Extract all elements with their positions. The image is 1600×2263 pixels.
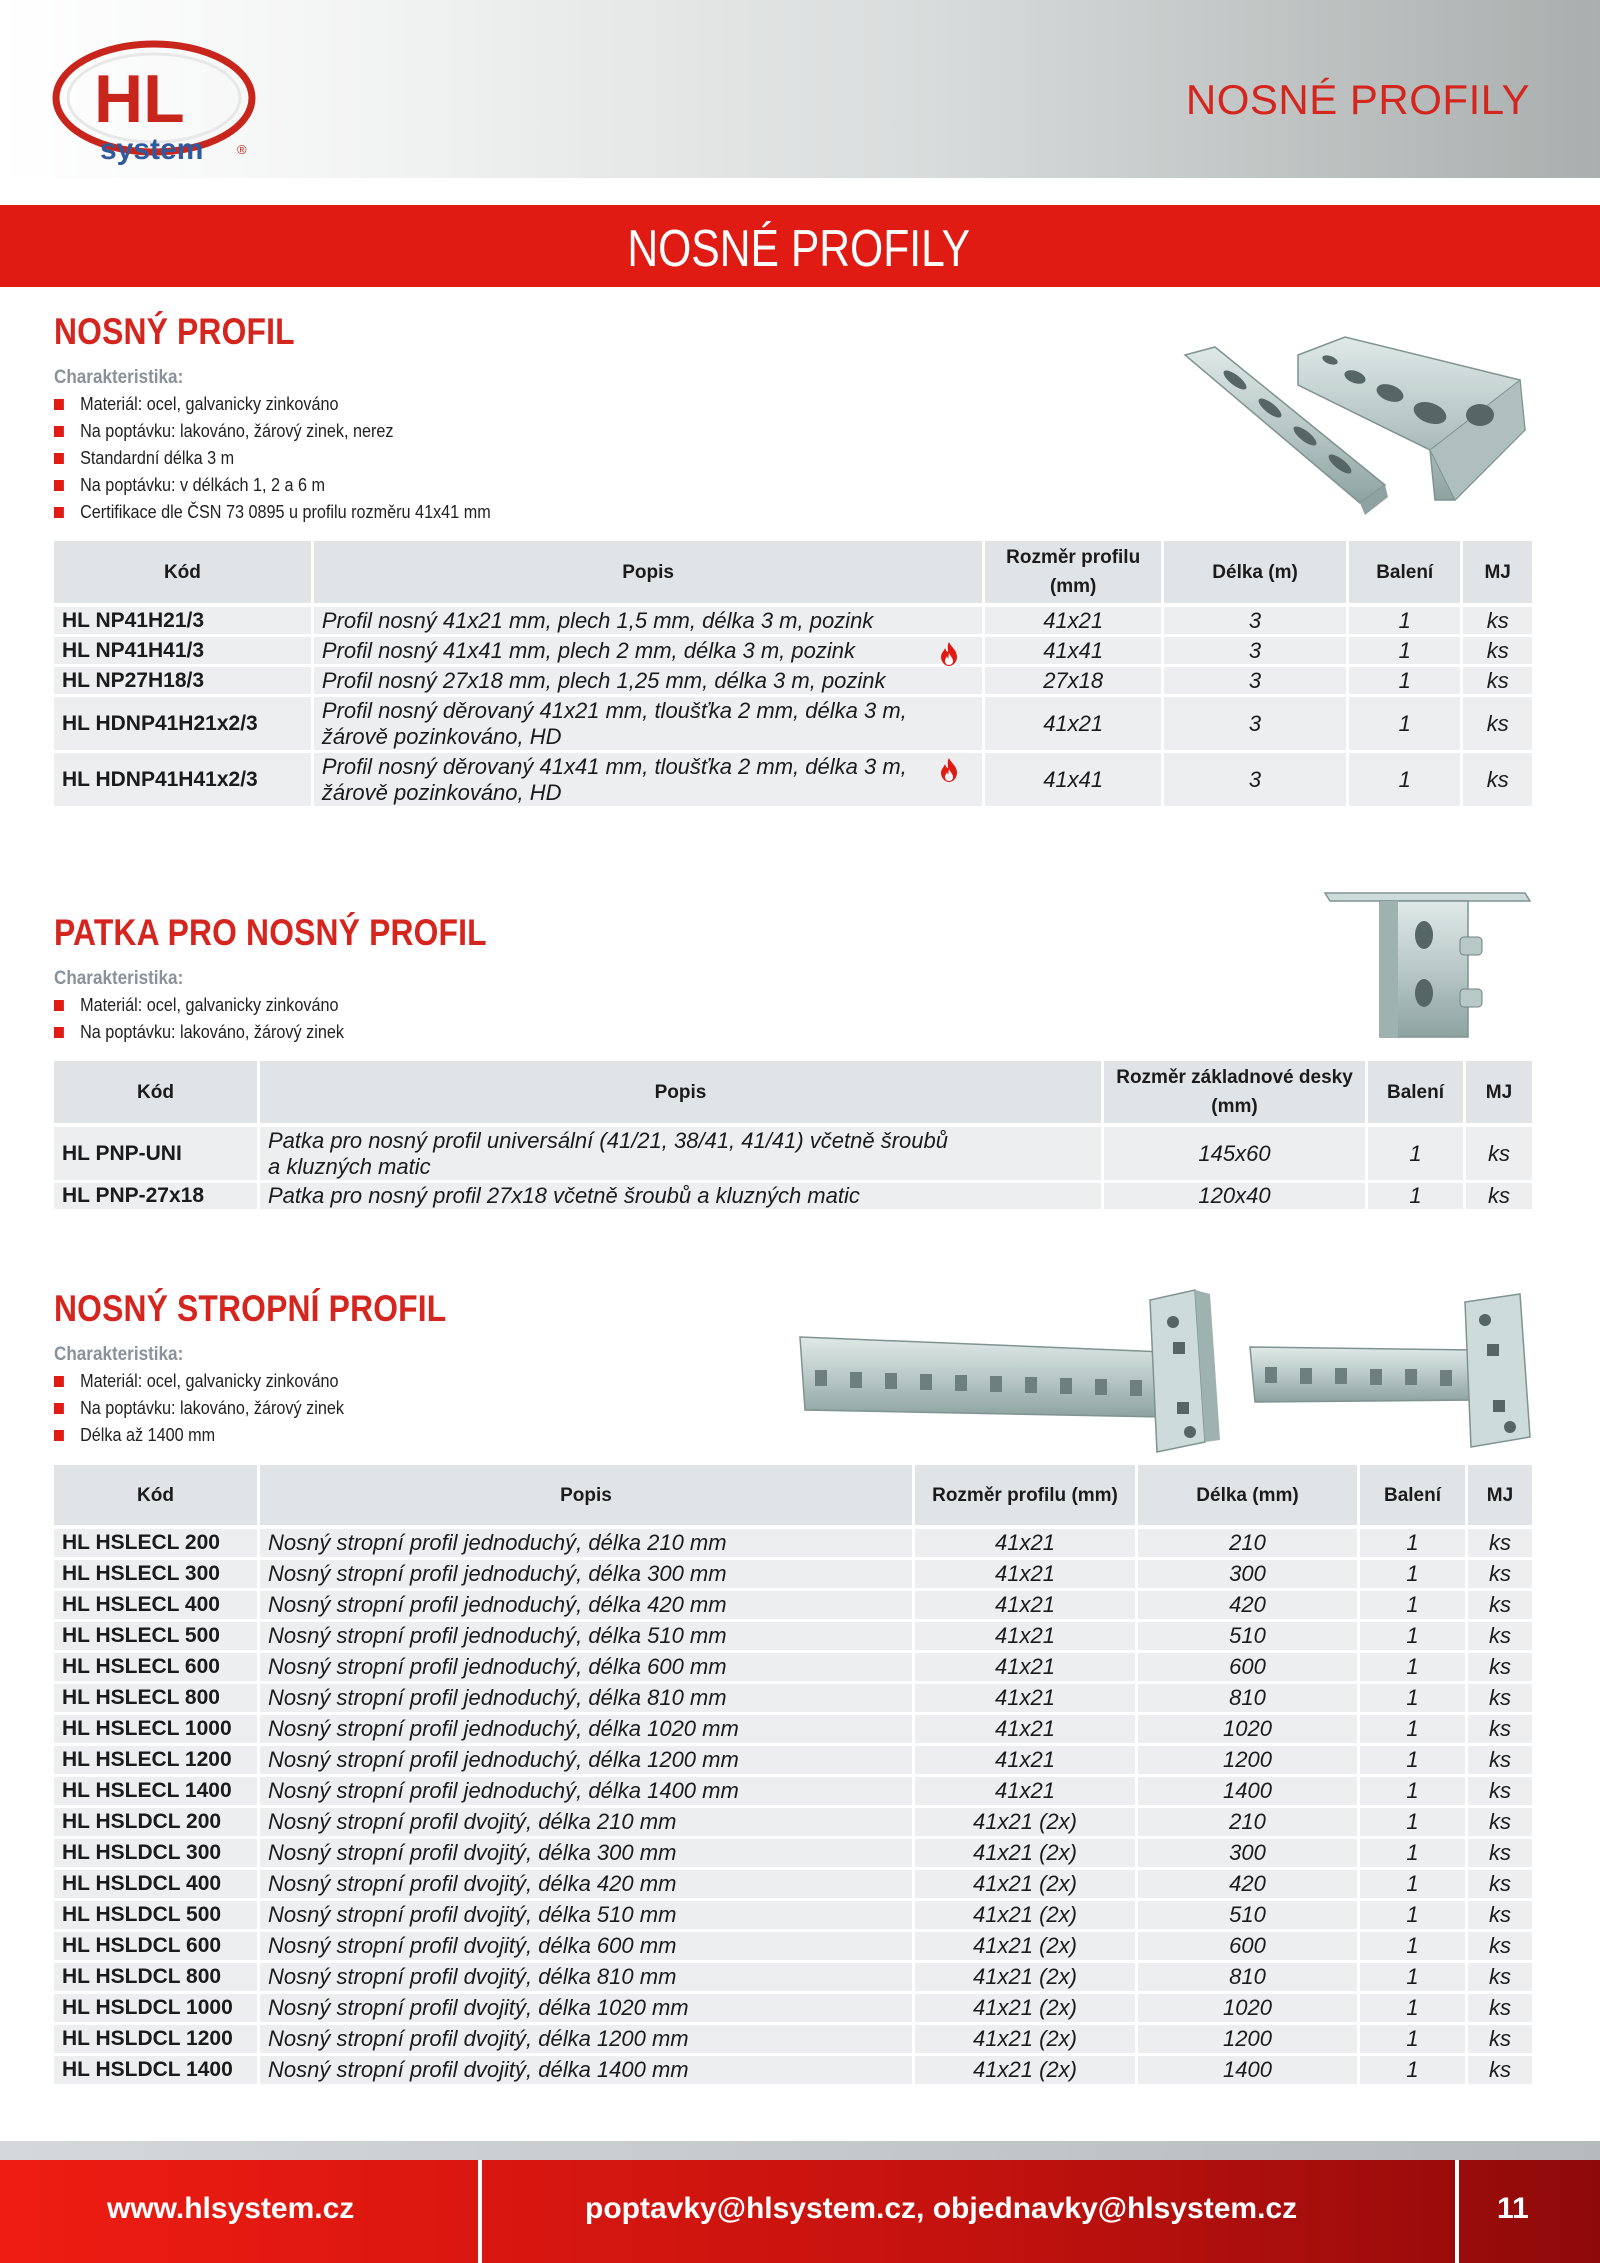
dimension-value: 41x21 xyxy=(915,1529,1138,1560)
bullet-icon xyxy=(54,480,64,491)
product-description xyxy=(260,1994,915,2025)
product-code: HL HDNP41H41x2/3 xyxy=(54,753,314,809)
dimension-value: 41x21 (2x) xyxy=(915,1808,1138,1839)
package-value: 1 xyxy=(1360,1653,1468,1684)
unit-value: ks xyxy=(1466,1183,1532,1212)
dimension-value: 27x18 xyxy=(985,667,1164,697)
description-line: Patka pro nosný profil universální (41/21, 38/41, 41/41) včetně šroubů xyxy=(268,1127,948,1153)
unit-value: ks xyxy=(1463,607,1532,637)
dimension-value: 41x21 xyxy=(915,1560,1138,1591)
characteristics-label: Charakteristika: xyxy=(54,367,184,388)
unit-value: ks xyxy=(1468,1932,1532,1963)
table-body xyxy=(54,1127,1532,1212)
feature-item: Na poptávku: lakováno, žárový zinek xyxy=(54,1019,1384,1046)
table-header-row xyxy=(54,541,1532,607)
column-header: Kód xyxy=(54,541,314,607)
column-header: Délka (mm) xyxy=(1138,1465,1360,1529)
unit-value: ks xyxy=(1468,1870,1532,1901)
bullet-icon xyxy=(54,507,64,518)
unit-value: ks xyxy=(1468,1684,1532,1715)
unit-value: ks xyxy=(1468,1963,1532,1994)
feature-item: Délka až 1400 mm xyxy=(54,1422,1384,1449)
unit-value: ks xyxy=(1468,1529,1532,1560)
package-value: 1 xyxy=(1368,1183,1466,1212)
length-value: 1020 xyxy=(1138,1994,1360,2025)
unit-value: ks xyxy=(1463,637,1532,667)
table-row xyxy=(54,1560,1532,1591)
table-row xyxy=(54,1901,1532,1932)
unit-value: ks xyxy=(1468,1808,1532,1839)
dimension-value: 41x21 xyxy=(915,1715,1138,1746)
description-line: Nosný stropní profil jednoduchý, délka 810 mm xyxy=(268,1685,727,1710)
package-value: 1 xyxy=(1349,607,1463,637)
feature-item: Na poptávku: lakováno, žárový zinek xyxy=(54,1395,1384,1422)
table-row xyxy=(54,1994,1532,2025)
product-table-patka xyxy=(54,1061,1532,1212)
length-value: 3 xyxy=(1164,607,1349,637)
column-header: Rozměr základnové desky (mm) xyxy=(1104,1061,1368,1127)
footer-divider xyxy=(0,2141,1600,2160)
table-row xyxy=(54,2056,1532,2087)
package-value: 1 xyxy=(1349,697,1463,753)
dimension-value: 41x21 xyxy=(985,607,1164,637)
product-table-nosny-profil xyxy=(54,541,1532,809)
fire-resistance-icon xyxy=(938,757,960,783)
package-value: 1 xyxy=(1360,1715,1468,1746)
length-value: 210 xyxy=(1138,1808,1360,1839)
product-description xyxy=(260,1591,915,1622)
package-value: 1 xyxy=(1360,1684,1468,1715)
dimension-value: 41x41 xyxy=(985,753,1164,809)
unit-value: ks xyxy=(1468,1839,1532,1870)
channel-profile-image xyxy=(1180,325,1535,525)
dimension-value: 41x21 (2x) xyxy=(915,1963,1138,1994)
product-description xyxy=(260,1684,915,1715)
description-line: Profil nosný děrovaný 41x41 mm, tloušťka 2 mm, délka 3 m, xyxy=(321,753,907,779)
length-value: 300 xyxy=(1138,1839,1360,1870)
unit-value: ks xyxy=(1468,1591,1532,1622)
description-line: Nosný stropní profil dvojitý, délka 420 mm xyxy=(268,1871,677,1896)
description-line: Nosný stropní profil dvojitý, délka 300 mm xyxy=(268,1840,677,1865)
product-code: HL HSLECL 400 xyxy=(54,1591,260,1622)
dimension-value: 41x21 (2x) xyxy=(915,1994,1138,2025)
product-code: HL NP41H41/3 xyxy=(54,637,314,667)
unit-value: ks xyxy=(1468,1653,1532,1684)
feature-list xyxy=(54,992,1532,1046)
dimension-value: 41x21 xyxy=(915,1684,1138,1715)
length-value: 3 xyxy=(1164,753,1349,809)
table-row xyxy=(54,1808,1532,1839)
description-line: Nosný stropní profil dvojitý, délka 810 mm xyxy=(268,1964,677,1989)
section-patka xyxy=(54,912,1532,1046)
email-links[interactable]: poptavky@hlsystem.cz, objednavky@hlsystem.cz xyxy=(585,2192,1298,2225)
bullet-icon xyxy=(54,426,64,437)
package-value: 1 xyxy=(1360,2025,1468,2056)
description-line: Profil nosný 41x21 mm, plech 1,5 mm, délka 3 m, pozink xyxy=(321,607,874,633)
dimension-value: 41x21 (2x) xyxy=(915,2056,1138,2087)
header-title: NOSNÉ PROFILY xyxy=(1185,76,1530,123)
footer-separator xyxy=(478,2160,482,2263)
description-line: Profil nosný 27x18 mm, plech 1,25 mm, délka 3 m, pozink xyxy=(321,667,886,693)
feature-item: Materiál: ocel, galvanicky zinkováno xyxy=(54,391,1384,418)
page-footer xyxy=(0,2160,1600,2263)
package-value: 1 xyxy=(1360,1839,1468,1870)
package-value: 1 xyxy=(1349,753,1463,809)
description-line: Nosný stropní profil jednoduchý, délka 210 mm xyxy=(268,1530,727,1555)
product-description xyxy=(314,637,985,667)
bullet-icon xyxy=(54,453,64,464)
bullet-icon xyxy=(54,1027,64,1038)
description-line: a kluzných matic xyxy=(268,1153,431,1179)
table-row xyxy=(54,1183,1532,1212)
product-description xyxy=(314,607,985,637)
table-row xyxy=(54,607,1532,637)
package-value: 1 xyxy=(1360,1870,1468,1901)
logo-registered-mark: ® xyxy=(237,142,247,157)
product-description xyxy=(260,1529,915,1560)
description-line: žárově pozinkováno, HD xyxy=(321,723,562,749)
product-description xyxy=(260,1653,915,1684)
product-code: HL HSLECL 500 xyxy=(54,1622,260,1653)
product-description xyxy=(260,2025,915,2056)
product-table-stropni-profil xyxy=(54,1465,1532,2087)
table-header-row xyxy=(54,1061,1532,1127)
table-row xyxy=(54,1777,1532,1808)
length-value: 600 xyxy=(1138,1653,1360,1684)
product-code: HL HSLDCL 1200 xyxy=(54,2025,260,2056)
characteristics-label: Charakteristika: xyxy=(54,1344,184,1365)
feature-item: Materiál: ocel, galvanicky zinkováno xyxy=(54,992,1384,1019)
table-row xyxy=(54,697,1532,753)
description-line: Nosný stropní profil dvojitý, délka 1020 mm xyxy=(268,1995,689,2020)
length-value: 1400 xyxy=(1138,1777,1360,1808)
product-description xyxy=(260,1839,915,1870)
product-code: HL HSLECL 200 xyxy=(54,1529,260,1560)
product-description xyxy=(260,1622,915,1653)
product-description xyxy=(260,1932,915,1963)
product-description xyxy=(260,1746,915,1777)
package-value: 1 xyxy=(1360,1932,1468,1963)
product-description xyxy=(260,1870,915,1901)
table-row xyxy=(54,1591,1532,1622)
product-code: HL HSLECL 1000 xyxy=(54,1715,260,1746)
description-line: Nosný stropní profil dvojitý, délka 210 mm xyxy=(268,1809,677,1834)
length-value: 1200 xyxy=(1138,2025,1360,2056)
column-header: Balení xyxy=(1349,541,1463,607)
table-row xyxy=(54,1932,1532,1963)
fire-resistance-icon xyxy=(938,641,960,667)
table-body xyxy=(54,1529,1532,2087)
description-line: Profil nosný děrovaný 41x21 mm, tloušťka 2 mm, délka 3 m, xyxy=(321,697,907,723)
dimension-value: 41x21 xyxy=(915,1777,1138,1808)
package-value: 1 xyxy=(1360,1963,1468,1994)
product-description xyxy=(260,1808,915,1839)
unit-value: ks xyxy=(1468,1901,1532,1932)
length-value: 510 xyxy=(1138,1622,1360,1653)
column-header: Popis xyxy=(260,1465,915,1529)
table-row xyxy=(54,1127,1532,1183)
unit-value: ks xyxy=(1468,1994,1532,2025)
unit-value: ks xyxy=(1468,2056,1532,2087)
unit-value: ks xyxy=(1468,2025,1532,2056)
column-header: Délka (m) xyxy=(1164,541,1349,607)
product-code: HL HSLDCL 500 xyxy=(54,1901,260,1932)
section-title: PATKA PRO NOSNÝ PROFIL xyxy=(54,912,487,953)
column-header: Balení xyxy=(1360,1465,1468,1529)
bullet-icon xyxy=(54,1000,64,1011)
dimension-value: 41x21 xyxy=(915,1653,1138,1684)
package-value: 1 xyxy=(1360,1591,1468,1622)
length-value: 210 xyxy=(1138,1529,1360,1560)
table-row xyxy=(54,753,1532,809)
column-header: MJ xyxy=(1463,541,1532,607)
characteristics-label: Charakteristika: xyxy=(54,968,184,989)
dimension-value: 41x21 xyxy=(915,1746,1138,1777)
length-value: 3 xyxy=(1164,637,1349,667)
product-description xyxy=(260,1777,915,1808)
description-line: Nosný stropní profil jednoduchý, délka 420 mm xyxy=(268,1592,727,1617)
bullet-icon xyxy=(54,1403,64,1414)
length-value: 300 xyxy=(1138,1560,1360,1591)
unit-value: ks xyxy=(1468,1777,1532,1808)
length-value: 1400 xyxy=(1138,2056,1360,2087)
description-line: Nosný stropní profil dvojitý, délka 510 mm xyxy=(268,1902,677,1927)
product-code: HL HSLECL 600 xyxy=(54,1653,260,1684)
product-code: HL PNP-UNI xyxy=(54,1127,260,1183)
dimension-value: 41x21 xyxy=(915,1591,1138,1622)
feature-item: Na poptávku: v délkách 1, 2 a 6 m xyxy=(54,472,1384,499)
feature-item: Standardní délka 3 m xyxy=(54,445,1384,472)
description-line: Patka pro nosný profil 27x18 včetně šroubů a kluzných matic xyxy=(268,1183,860,1208)
logo-text: HL xyxy=(94,61,185,137)
package-value: 1 xyxy=(1360,1901,1468,1932)
unit-value: ks xyxy=(1468,1622,1532,1653)
unit-value: ks xyxy=(1463,667,1532,697)
product-code: HL NP27H18/3 xyxy=(54,667,314,697)
table-body xyxy=(54,607,1532,809)
product-description xyxy=(260,1963,915,1994)
column-header: Balení xyxy=(1368,1061,1466,1127)
unit-value: ks xyxy=(1468,1715,1532,1746)
unit-value: ks xyxy=(1466,1127,1532,1183)
package-value: 1 xyxy=(1360,2056,1468,2087)
table-row xyxy=(54,2025,1532,2056)
product-code: HL HSLDCL 800 xyxy=(54,1963,260,1994)
unit-value: ks xyxy=(1468,1560,1532,1591)
dimension-value: 41x21 (2x) xyxy=(915,1870,1138,1901)
table-row xyxy=(54,1622,1532,1653)
product-description xyxy=(260,1560,915,1591)
dimension-value: 41x21 (2x) xyxy=(915,1839,1138,1870)
description-line: Nosný stropní profil jednoduchý, délka 510 mm xyxy=(268,1623,727,1648)
description-line: Nosný stropní profil dvojitý, délka 600 mm xyxy=(268,1933,677,1958)
product-code: HL HSLECL 1200 xyxy=(54,1746,260,1777)
column-header: Kód xyxy=(54,1465,260,1529)
package-value: 1 xyxy=(1360,1529,1468,1560)
package-value: 1 xyxy=(1349,667,1463,697)
length-value: 810 xyxy=(1138,1963,1360,1994)
table-row xyxy=(54,1715,1532,1746)
hl-system-logo xyxy=(50,36,260,166)
table-row xyxy=(54,1653,1532,1684)
package-value: 1 xyxy=(1368,1127,1466,1183)
table-header-row xyxy=(54,1465,1532,1529)
product-code: HL HDNP41H21x2/3 xyxy=(54,697,314,753)
column-header: MJ xyxy=(1468,1465,1532,1529)
product-description xyxy=(314,753,985,809)
column-header: Kód xyxy=(54,1061,260,1127)
package-value: 1 xyxy=(1360,1994,1468,2025)
description-line: Nosný stropní profil jednoduchý, délka 1020 mm xyxy=(268,1716,739,1741)
product-code: HL HSLDCL 400 xyxy=(54,1870,260,1901)
dimension-value: 120x40 xyxy=(1104,1183,1368,1212)
section-title: NOSNÝ STROPNÍ PROFIL xyxy=(54,1288,447,1329)
product-code: HL HSLDCL 600 xyxy=(54,1932,260,1963)
bullet-icon xyxy=(54,399,64,410)
length-value: 3 xyxy=(1164,667,1349,697)
bullet-icon xyxy=(54,1430,64,1441)
page-header xyxy=(0,0,1600,178)
length-value: 420 xyxy=(1138,1870,1360,1901)
table-row xyxy=(54,1963,1532,1994)
product-description xyxy=(314,667,985,697)
column-header: MJ xyxy=(1466,1061,1532,1127)
package-value: 1 xyxy=(1360,1622,1468,1653)
table-row xyxy=(54,1529,1532,1560)
description-line: Nosný stropní profil jednoduchý, délka 1400 mm xyxy=(268,1778,739,1803)
page-number: 11 xyxy=(1497,2192,1529,2225)
length-value: 510 xyxy=(1138,1901,1360,1932)
table-row xyxy=(54,637,1532,667)
product-description xyxy=(260,1183,1104,1212)
dimension-value: 145x60 xyxy=(1104,1127,1368,1183)
product-code: HL HSLDCL 200 xyxy=(54,1808,260,1839)
length-value: 810 xyxy=(1138,1684,1360,1715)
dimension-value: 41x41 xyxy=(985,637,1164,667)
table-row xyxy=(54,1870,1532,1901)
description-line: Nosný stropní profil dvojitý, délka 1200 mm xyxy=(268,2026,689,2051)
feature-item: Materiál: ocel, galvanicky zinkováno xyxy=(54,1368,1384,1395)
bullet-icon xyxy=(54,1376,64,1387)
length-value: 600 xyxy=(1138,1932,1360,1963)
table-row xyxy=(54,1839,1532,1870)
package-value: 1 xyxy=(1349,637,1463,667)
product-code: HL HSLDCL 1400 xyxy=(54,2056,260,2087)
dimension-value: 41x21 (2x) xyxy=(915,2025,1138,2056)
description-line: Nosný stropní profil jednoduchý, délka 1200 mm xyxy=(268,1747,739,1772)
description-line: Profil nosný 41x41 mm, plech 2 mm, délka 3 m, pozink xyxy=(321,637,855,663)
product-code: HL HSLECL 800 xyxy=(54,1684,260,1715)
product-description xyxy=(260,2056,915,2087)
product-code: HL HSLDCL 1000 xyxy=(54,1994,260,2025)
footer-separator xyxy=(1455,2160,1459,2263)
website-link[interactable]: www.hlsystem.cz xyxy=(107,2192,355,2225)
length-value: 1020 xyxy=(1138,1715,1360,1746)
ceiling-profile-image xyxy=(795,1282,1535,1457)
product-code: HL HSLECL 1400 xyxy=(54,1777,260,1808)
unit-value: ks xyxy=(1463,697,1532,753)
feature-item: Certifikace dle ČSN 73 0895 u profilu rozměru 41x41 mm xyxy=(54,499,1384,526)
product-description xyxy=(314,697,985,753)
column-header: Rozměr profilu (mm) xyxy=(985,541,1164,607)
length-value: 420 xyxy=(1138,1591,1360,1622)
product-description xyxy=(260,1901,915,1932)
column-header: Popis xyxy=(260,1061,1104,1127)
description-line: Nosný stropní profil jednoduchý, délka 300 mm xyxy=(268,1561,727,1586)
package-value: 1 xyxy=(1360,1560,1468,1591)
dimension-value: 41x21 (2x) xyxy=(915,1932,1138,1963)
table-row xyxy=(54,1746,1532,1777)
base-plate-image xyxy=(1320,885,1535,1045)
length-value: 3 xyxy=(1164,697,1349,753)
column-header: Popis xyxy=(314,541,985,607)
logo-subtext: system xyxy=(100,133,204,166)
package-value: 1 xyxy=(1360,1808,1468,1839)
dimension-value: 41x21 xyxy=(915,1622,1138,1653)
description-line: Nosný stropní profil jednoduchý, délka 600 mm xyxy=(268,1654,727,1679)
package-value: 1 xyxy=(1360,1746,1468,1777)
section-title: NOSNÝ PROFIL xyxy=(54,311,295,352)
product-code: HL HSLDCL 300 xyxy=(54,1839,260,1870)
dimension-value: 41x21 xyxy=(985,697,1164,753)
product-code: HL HSLECL 300 xyxy=(54,1560,260,1591)
length-value: 1200 xyxy=(1138,1746,1360,1777)
package-value: 1 xyxy=(1360,1777,1468,1808)
dimension-value: 41x21 (2x) xyxy=(915,1901,1138,1932)
band-title: NOSNÉ PROFILY xyxy=(627,220,971,278)
unit-value: ks xyxy=(1468,1746,1532,1777)
title-band xyxy=(0,205,1600,287)
product-description xyxy=(260,1127,1104,1183)
table-row xyxy=(54,1684,1532,1715)
column-header: Rozměr profilu (mm) xyxy=(915,1465,1138,1529)
description-line: Nosný stropní profil dvojitý, délka 1400 mm xyxy=(268,2057,689,2082)
product-code: HL NP41H21/3 xyxy=(54,607,314,637)
product-code: HL PNP-27x18 xyxy=(54,1183,260,1212)
product-description xyxy=(260,1715,915,1746)
table-row xyxy=(54,667,1532,697)
unit-value: ks xyxy=(1463,753,1532,809)
feature-item: Na poptávku: lakováno, žárový zinek, nerez xyxy=(54,418,1384,445)
description-line: žárově pozinkováno, HD xyxy=(321,779,562,805)
